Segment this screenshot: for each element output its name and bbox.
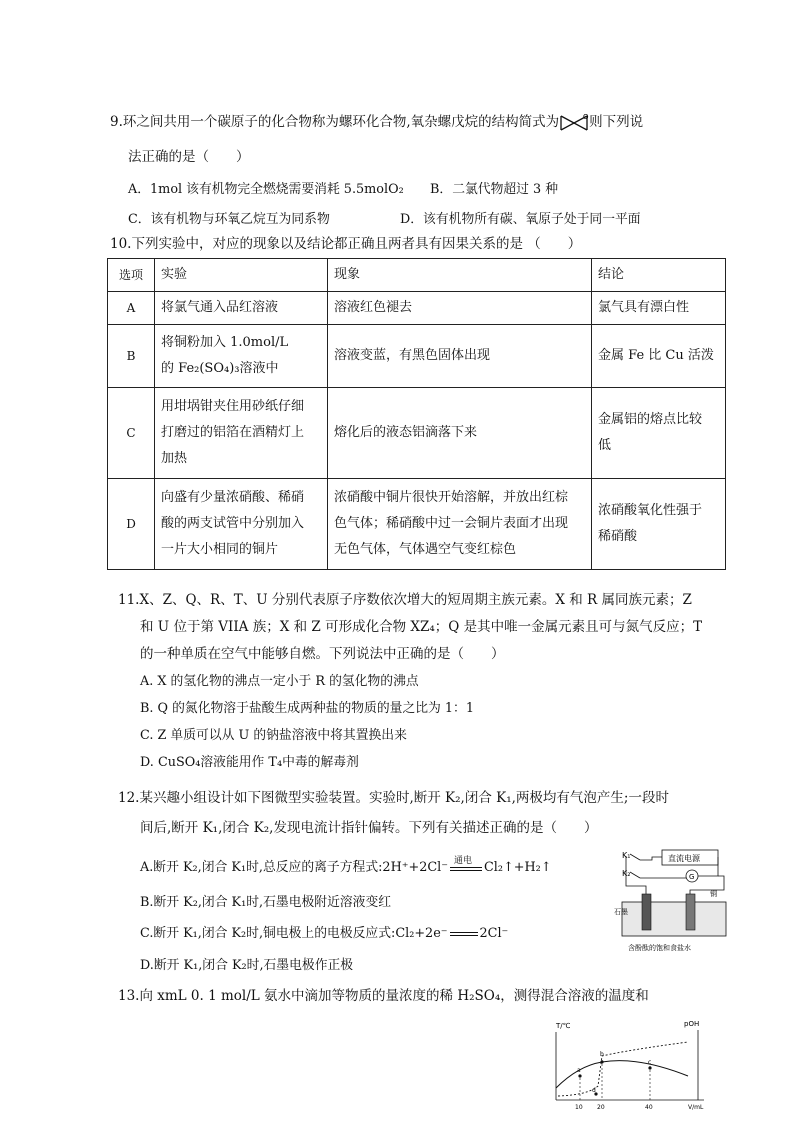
point-c: [648, 1066, 651, 1069]
copper-electrode: [686, 894, 695, 930]
copper-label: 铜: [710, 890, 717, 898]
galvanometer-label: G: [689, 873, 695, 881]
row-d-experiment: [155, 479, 328, 570]
row-b-experiment: [155, 325, 328, 388]
table-header-row: [108, 259, 726, 292]
row-d-concl-line: 浓硝酸氧化性强于: [598, 503, 703, 518]
row-a-phen-line: 溶液红色褪去: [334, 300, 413, 315]
table-row: [108, 479, 726, 570]
switch-k1: [630, 854, 640, 860]
switch-k2: [630, 872, 640, 878]
row-d-phen-line: 色气体；稀硝酸中过一会铜片表面才出现: [334, 516, 569, 531]
table-row: [108, 292, 726, 325]
q11-option-a: A. X 的氢化物的沸点一定小于 R 的氢化物的沸点: [140, 674, 419, 689]
q9-line1-a: 9.环之间共用一个碳原子的化合物称为螺环化合物,氧杂螺戊烷的结构简式为: [110, 114, 560, 130]
q9-option-c: C．该有机物与环氧乙烷互为同系物: [128, 212, 330, 227]
tick-20: 20: [597, 1104, 605, 1111]
oxaspiropentane-structure-icon: [559, 113, 589, 133]
q11-line2: 和 U 位于第 VIIA 族；X 和 Z 可形成化合物 XZ₄；Q 是其中唯一金属元素且可与氮气反应；T: [140, 619, 703, 635]
q12-option-a: [140, 856, 551, 875]
tick-10: 10: [575, 1104, 583, 1111]
k2-label: K₂: [622, 869, 631, 878]
header-phenomenon: 现象: [328, 259, 592, 292]
header-option: 选项: [108, 259, 155, 292]
row-c-experiment: [155, 388, 328, 479]
row-d-phen-line: 无色气体，气体遇空气变红棕色: [334, 542, 517, 557]
q12-opt-a-post: Cl₂↑+H₂↑: [484, 860, 552, 875]
power-supply-label: 直流电源: [668, 854, 700, 863]
row-d-phen-line: 浓硝酸中铜片很快开始溶解，并放出红棕: [334, 490, 569, 505]
row-b-exp-line: 将铜粉加入 1.0mol/L: [161, 335, 289, 350]
q12-electrolysis-arrow: [448, 855, 484, 875]
row-c-conclusion: [592, 388, 726, 479]
q11-option-c: C. Z 单质可以从 U 的钠盐溶液中将其置换出来: [140, 728, 407, 743]
q11-option-b: B. Q 的氮化物溶于盐酸生成两种盐的物质的量之比为 1：1: [140, 701, 474, 716]
row-b-exp-line: 的 Fe₂(SO₄)₃溶液中: [161, 361, 279, 376]
row-d-exp-line: 一片大小相同的铜片: [161, 542, 279, 557]
q12-line1: 12.某兴趣小组设计如下图微型实验装置。实验时,断开 K₂,闭合 K₁,两极均有气泡产生;一段时: [118, 790, 669, 806]
row-d-conclusion: [592, 479, 726, 570]
q11-option-d: D. CuSO₄溶液能用作 T₄中毒的解毒剂: [140, 755, 359, 770]
point-b: [600, 1060, 603, 1063]
q13-line1: 13.向 xmL 0. 1 mol/L 氨水中滴加等物质的量浓度的稀 H₂SO₄，测得混合溶液的温度和: [118, 988, 649, 1004]
graphite-electrode: [642, 894, 651, 930]
x-axis-label: V/mL: [688, 1104, 704, 1111]
row-c-option: C: [108, 388, 155, 479]
row-b-phenomenon: [328, 325, 592, 388]
row-a-exp-line: 将氯气通入品红溶液: [161, 300, 279, 315]
point-a-label: a: [577, 1067, 581, 1074]
row-a-conclusion: [592, 292, 726, 325]
graph-left-axis-label: T/℃: [556, 1022, 571, 1030]
row-c-concl-line: 低: [598, 438, 612, 453]
row-b-conclusion: [592, 325, 726, 388]
q13-titration-graph: [548, 1016, 716, 1120]
table-row: [108, 325, 726, 388]
q12-opt-c-post: 2Cl⁻: [479, 926, 509, 941]
k1-label: K₁: [622, 851, 631, 860]
equals-line: [450, 870, 482, 871]
point-b-label: b: [600, 1051, 604, 1058]
q9-line1-b: 则下列说: [589, 114, 644, 130]
graph-right-axis-label: pOH: [684, 1020, 700, 1028]
point-a: [578, 1074, 581, 1077]
row-c-phenomenon: [328, 388, 592, 479]
q10-table: [107, 258, 726, 570]
tick-40: 40: [645, 1104, 653, 1111]
point-d-label: d: [592, 1087, 596, 1094]
q12-option-c: [140, 922, 508, 941]
row-c-phen-line: 熔化后的液态铝滴落下来: [334, 425, 478, 440]
q12-opt-a-pre: A.断开 K₂,闭合 K₁时,总反应的离子方程式:2H⁺+2Cl⁻: [140, 860, 448, 875]
header-conclusion: 结论: [592, 259, 726, 292]
equals-line: [450, 867, 482, 868]
q10-stem: 10.下列实验中，对应的现象以及结论都正确且两者具有因果关系的是 （ ）: [110, 236, 582, 252]
row-c-exp-line: 加热: [161, 451, 188, 466]
q12-option-b: B.断开 K₂,闭合 K₁时,石墨电极附近溶液变红: [140, 895, 392, 910]
q9-line1: [110, 110, 643, 133]
figure-caption: 含酚酞的饱和食盐水: [628, 944, 691, 952]
q12-opt-c-pre: C.断开 K₁,闭合 K₂时,铜电极上的电极反应式:Cl₂+2e⁻: [140, 926, 448, 941]
equals-sign: [448, 927, 480, 941]
q11-line3: 的一种单质在空气中能够自燃。下列说法中正确的是（ ）: [140, 646, 505, 662]
row-b-concl-line: 金属 Fe 比 Cu 活泼: [598, 348, 714, 363]
row-a-experiment: [155, 292, 328, 325]
row-c-concl-line: 金属铝的熔点比较: [598, 412, 703, 427]
temperature-curve: [556, 1061, 688, 1088]
q9-option-a: A．1mol 该有机物完全燃烧需要消耗 5.5molO₂: [128, 182, 404, 197]
row-c-exp-line: 打磨过的铝箔在酒精灯上: [161, 425, 305, 440]
row-d-exp-line: 酸的两支试管中分别加入: [161, 516, 305, 531]
row-b-option: B: [108, 325, 155, 388]
q12-line2: 间后,断开 K₁,闭合 K₂,发现电流计指针偏转。下列有关描述正确的是（ ）: [140, 820, 598, 836]
table-row: [108, 388, 726, 479]
row-d-concl-line: 稀硝酸: [598, 529, 638, 544]
beaker: [622, 902, 726, 936]
row-d-phenomenon: [328, 479, 592, 570]
row-a-phenomenon: [328, 292, 592, 325]
electrolysis-apparatus-figure: [612, 846, 736, 956]
q9-option-b: B．二氯代物超过 3 种: [430, 182, 559, 197]
row-a-option: A: [108, 292, 155, 325]
graphite-label: 石墨: [614, 908, 628, 916]
row-a-concl-line: 氯气具有漂白性: [598, 300, 690, 315]
row-b-phen-line: 溶液变蓝，有黑色固体出现: [334, 348, 491, 363]
point-c-label: c: [648, 1059, 652, 1066]
q9-option-d: D．该有机物所有碳、氧原子处于同一平面: [400, 212, 641, 227]
structure-oxygen-label: O: [583, 112, 589, 121]
q12-condition-label: 通电: [454, 855, 473, 866]
q9-line2: 法正确的是（ ）: [128, 149, 250, 165]
row-d-exp-line: 向盛有少量浓硝酸、稀硝: [161, 490, 305, 505]
header-experiment: 实验: [155, 259, 328, 292]
q11-line1: 11.X、Z、Q、R、T、U 分别代表原子序数依次增大的短周期主族元素。X 和 R 属同族元素；Z: [118, 592, 692, 608]
row-d-option: D: [108, 479, 155, 570]
q12-option-d: D.断开 K₁,闭合 K₂时,石墨电极作正极: [140, 958, 354, 973]
row-c-exp-line: 用坩埚钳夹住用砂纸仔细: [161, 399, 305, 414]
